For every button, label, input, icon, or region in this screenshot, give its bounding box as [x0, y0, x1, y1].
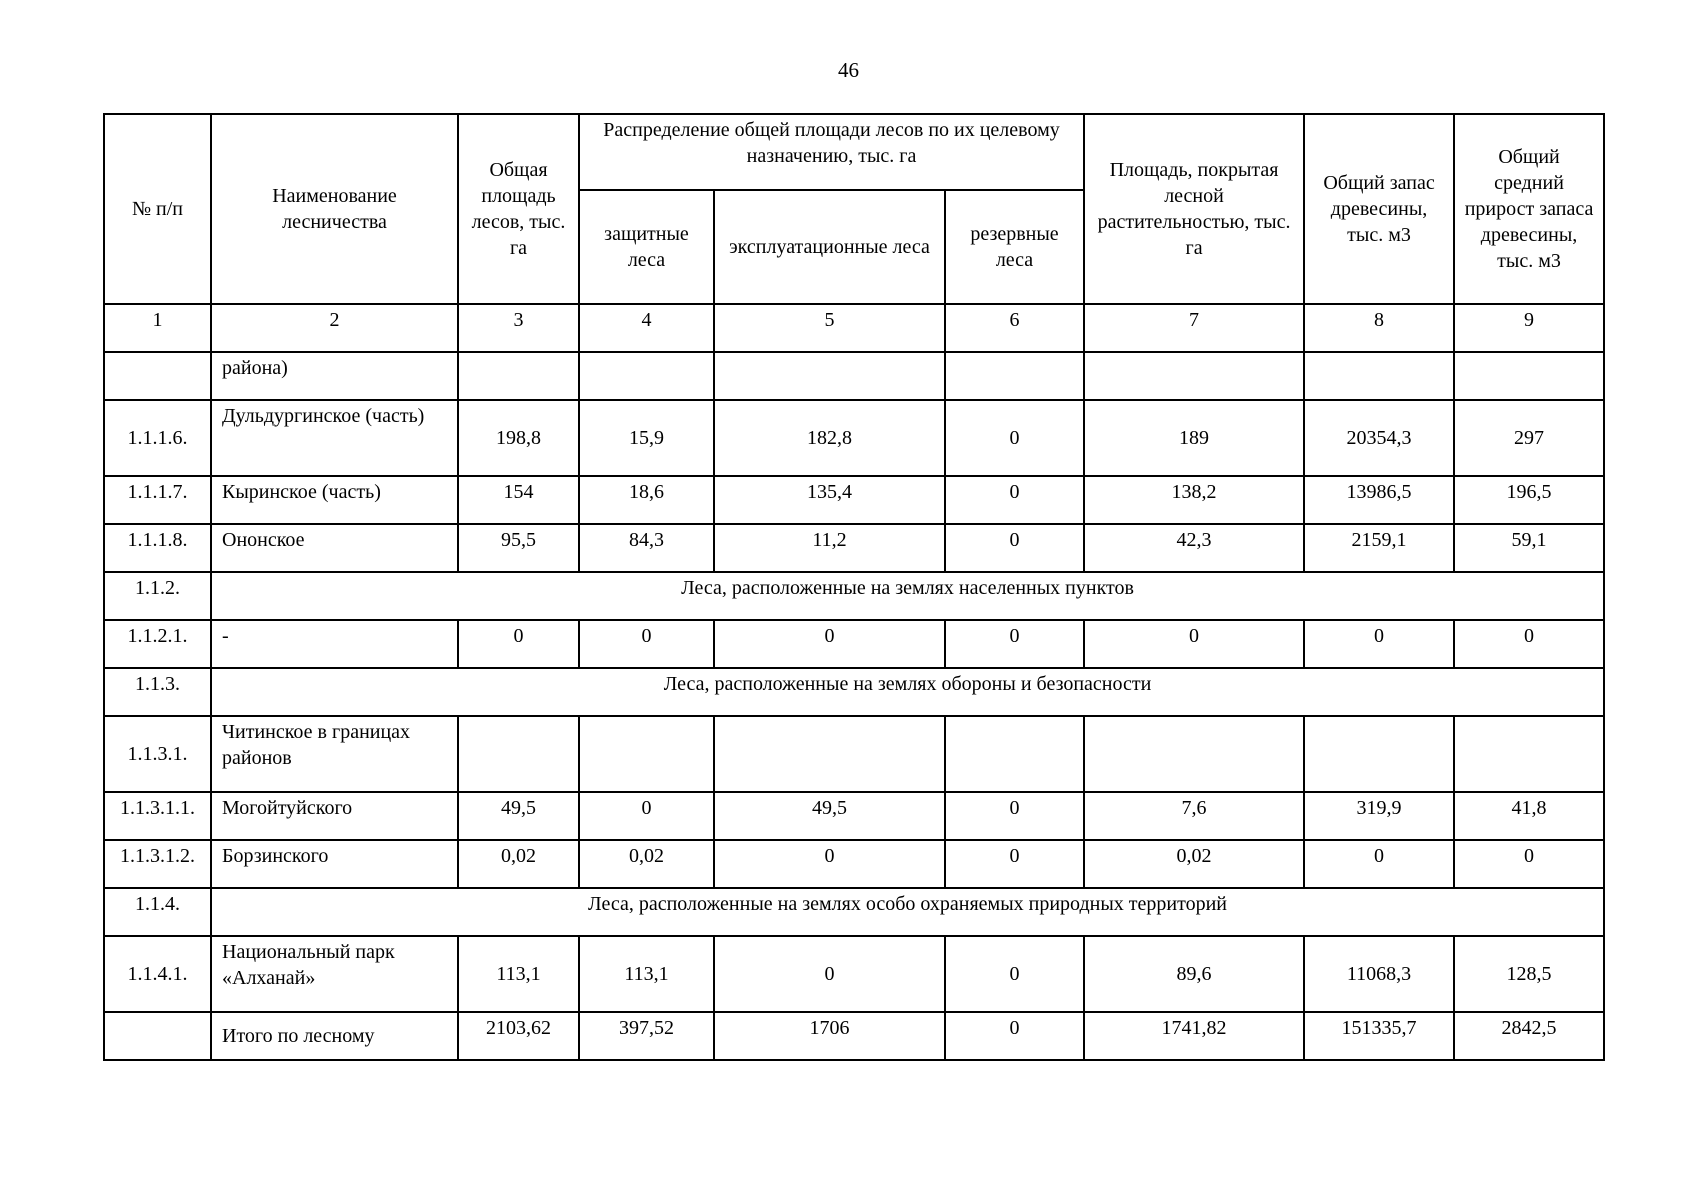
section-title: Леса, расположенные на землях особо охраняемых природных территорий: [211, 888, 1604, 936]
stock-cell: [1304, 716, 1454, 792]
header-row-1: [104, 114, 1604, 190]
protective-cell: 0: [579, 620, 714, 668]
stock-cell: 0: [1304, 840, 1454, 888]
protective-cell: 113,1: [579, 936, 714, 1012]
exploitation-cell: [714, 716, 945, 792]
exploitation-cell: 182,8: [714, 400, 945, 476]
column-index: 9: [1454, 304, 1604, 352]
growth-cell: [1454, 716, 1604, 792]
exploitation-cell: 0: [714, 840, 945, 888]
section-row: [104, 572, 1604, 620]
covered-area-cell: [1084, 716, 1304, 792]
column-index: 3: [458, 304, 579, 352]
column-index: 4: [579, 304, 714, 352]
column-index: 5: [714, 304, 945, 352]
column-index: 1: [104, 304, 211, 352]
growth-cell: 128,5: [1454, 936, 1604, 1012]
stock-cell: 151335,7: [1304, 1012, 1454, 1060]
stock-cell: 0: [1304, 620, 1454, 668]
covered-area-cell: 0: [1084, 620, 1304, 668]
page-number: 46: [838, 58, 859, 82]
total-area-cell: [458, 352, 579, 400]
forestry-name-cell: Кыринское (часть): [211, 476, 458, 524]
growth-cell: 0: [1454, 840, 1604, 888]
row-number-cell: 1.1.1.7.: [104, 476, 211, 524]
protective-cell: [579, 352, 714, 400]
row-number-cell: 1.1.3.1.1.: [104, 792, 211, 840]
column-index: 8: [1304, 304, 1454, 352]
stock-cell: 11068,3: [1304, 936, 1454, 1012]
protective-cell: 15,9: [579, 400, 714, 476]
row-number-cell: 1.1.2.: [104, 572, 211, 620]
reserve-cell: [945, 352, 1084, 400]
reserve-cell: 0: [945, 524, 1084, 572]
total-area-cell: 198,8: [458, 400, 579, 476]
growth-cell: 41,8: [1454, 792, 1604, 840]
reserve-cell: 0: [945, 1012, 1084, 1060]
total-area-cell: 113,1: [458, 936, 579, 1012]
row-number-cell: 1.1.3.1.2.: [104, 840, 211, 888]
total-area-cell: 49,5: [458, 792, 579, 840]
header-distribution: Распределение общей площади лесов по их целевому назначению, тыс. га: [579, 114, 1084, 190]
exploitation-cell: 11,2: [714, 524, 945, 572]
header-reserve: резервные леса: [945, 190, 1084, 304]
growth-cell: [1454, 352, 1604, 400]
section-title: Леса, расположенные на землях обороны и безопасности: [211, 668, 1604, 716]
column-index: 7: [1084, 304, 1304, 352]
row-number-cell: 1.1.3.: [104, 668, 211, 716]
forestry-name-cell: района): [211, 352, 458, 400]
group-row: [104, 716, 1604, 792]
protective-cell: 0,02: [579, 840, 714, 888]
covered-area-cell: 42,3: [1084, 524, 1304, 572]
section-row: [104, 888, 1604, 936]
header-growth: Общий средний прирост запаса древесины, тыс. м3: [1454, 114, 1604, 304]
forestry-name-cell: Ононское: [211, 524, 458, 572]
forestry-name-cell: Читинское в границах районов: [211, 716, 458, 792]
forestry-name-cell: Могойтуйского: [211, 792, 458, 840]
exploitation-cell: 135,4: [714, 476, 945, 524]
covered-area-cell: 7,6: [1084, 792, 1304, 840]
total-area-cell: 95,5: [458, 524, 579, 572]
covered-area-cell: 0,02: [1084, 840, 1304, 888]
growth-cell: 297: [1454, 400, 1604, 476]
row-number-cell: [104, 1012, 211, 1060]
exploitation-cell: 0: [714, 936, 945, 1012]
total-area-cell: 2103,62: [458, 1012, 579, 1060]
stock-cell: [1304, 352, 1454, 400]
exploitation-cell: 1706: [714, 1012, 945, 1060]
reserve-cell: 0: [945, 792, 1084, 840]
header-covered-area: Площадь, покрытая лесной растительностью, тыс. га: [1084, 114, 1304, 304]
forestry-name-cell: Дульдургинское (часть): [211, 400, 458, 476]
row-number-cell: 1.1.4.: [104, 888, 211, 936]
protective-cell: 18,6: [579, 476, 714, 524]
row-number-cell: 1.1.2.1.: [104, 620, 211, 668]
stock-cell: 13986,5: [1304, 476, 1454, 524]
row-number-cell: [104, 352, 211, 400]
column-index-row: [104, 304, 1604, 352]
table-row: [104, 476, 1604, 524]
reserve-cell: 0: [945, 620, 1084, 668]
table-row: [104, 792, 1604, 840]
table-row: [104, 936, 1604, 1012]
table-row: [104, 840, 1604, 888]
exploitation-cell: 49,5: [714, 792, 945, 840]
covered-area-cell: 1741,82: [1084, 1012, 1304, 1060]
stock-cell: 2159,1: [1304, 524, 1454, 572]
row-number-cell: 1.1.1.8.: [104, 524, 211, 572]
table-row: [104, 400, 1604, 476]
header-total-area: Общая площадь лесов, тыс. га: [458, 114, 579, 304]
header-exploitation: эксплуатационные леса: [714, 190, 945, 304]
row-number-cell: 1.1.4.1.: [104, 936, 211, 1012]
forestry-name-cell: Борзинского: [211, 840, 458, 888]
column-index: 6: [945, 304, 1084, 352]
section-row: [104, 668, 1604, 716]
row-number-cell: 1.1.3.1.: [104, 716, 211, 792]
forestry-name-cell: Национальный парк «Алханай»: [211, 936, 458, 1012]
covered-area-cell: 89,6: [1084, 936, 1304, 1012]
total-row: [104, 1012, 1604, 1060]
table-body: [104, 114, 1604, 1060]
total-area-cell: 154: [458, 476, 579, 524]
header-protective: защитные леса: [579, 190, 714, 304]
exploitation-cell: 0: [714, 620, 945, 668]
total-area-cell: 0,02: [458, 840, 579, 888]
reserve-cell: [945, 716, 1084, 792]
growth-cell: 196,5: [1454, 476, 1604, 524]
column-index: 2: [211, 304, 458, 352]
section-title: Леса, расположенные на землях населенных пунктов: [211, 572, 1604, 620]
row-number-cell: 1.1.1.6.: [104, 400, 211, 476]
reserve-cell: 0: [945, 840, 1084, 888]
reserve-cell: 0: [945, 400, 1084, 476]
table-row: [104, 620, 1604, 668]
stock-cell: 20354,3: [1304, 400, 1454, 476]
protective-cell: 397,52: [579, 1012, 714, 1060]
total-area-cell: 0: [458, 620, 579, 668]
total-area-cell: [458, 716, 579, 792]
reserve-cell: 0: [945, 476, 1084, 524]
forestry-name-cell: -: [211, 620, 458, 668]
growth-cell: 59,1: [1454, 524, 1604, 572]
header-name: Наименование лесничества: [211, 114, 458, 304]
covered-area-cell: 138,2: [1084, 476, 1304, 524]
covered-area-cell: 189: [1084, 400, 1304, 476]
protective-cell: [579, 716, 714, 792]
table-row: [104, 524, 1604, 572]
protective-cell: 0: [579, 792, 714, 840]
growth-cell: 2842,5: [1454, 1012, 1604, 1060]
forestry-name-cell: Итого по лесному: [211, 1012, 458, 1060]
reserve-cell: 0: [945, 936, 1084, 1012]
continuation-row: [104, 352, 1604, 400]
forest-table: [103, 113, 1605, 1061]
protective-cell: 84,3: [579, 524, 714, 572]
header-number: № п/п: [104, 114, 211, 304]
header-stock: Общий запас древесины, тыс. м3: [1304, 114, 1454, 304]
exploitation-cell: [714, 352, 945, 400]
growth-cell: 0: [1454, 620, 1604, 668]
covered-area-cell: [1084, 352, 1304, 400]
stock-cell: 319,9: [1304, 792, 1454, 840]
